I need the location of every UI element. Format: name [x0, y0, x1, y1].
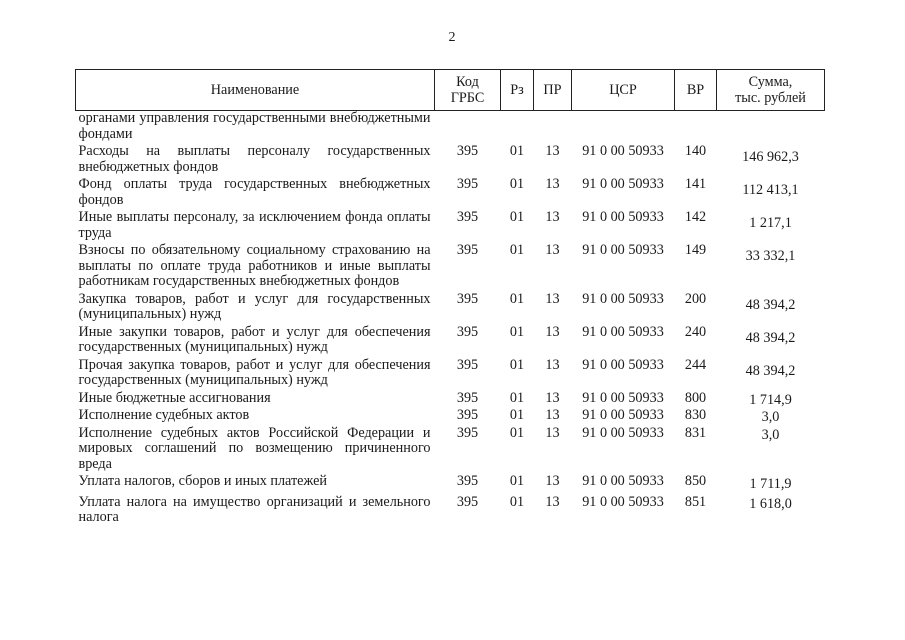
row-name: Исполнение судебных актов Российской Федерации и мировых соглашений по возмещению причиненного вреда [78, 424, 431, 472]
row-rz: 01 [509, 424, 525, 441]
row-sum [717, 111, 825, 145]
budget-table [75, 69, 825, 528]
row-pr: 13 [545, 493, 560, 510]
row-grbs: 395 [456, 290, 479, 307]
row-sum: 1 618,0 [749, 495, 792, 512]
row-csr: 91 0 00 50933 [582, 242, 664, 258]
row-pr: 13 [545, 143, 560, 159]
header-sum [717, 70, 825, 111]
row-vr: 831 [684, 424, 707, 441]
header-sum-line-1: Сумма, [748, 74, 793, 90]
row-csr: 91 0 00 50933 [582, 143, 664, 159]
table-row [76, 391, 825, 409]
row-name: Расходы на выплаты персоналу государственных внебюджетных фондов [78, 143, 431, 175]
row-pr [534, 111, 572, 145]
row-rz [501, 111, 534, 145]
row-csr: 91 0 00 50933 [582, 356, 664, 373]
row-vr: 830 [684, 407, 707, 423]
row-csr: 91 0 00 50933 [582, 290, 664, 307]
row-rz: 01 [509, 323, 525, 340]
row-sum: 112 413,1 [742, 182, 799, 198]
row-csr [572, 111, 675, 145]
row-name: Исполнение судебных актов [78, 407, 250, 423]
row-sum: 1 217,1 [749, 215, 792, 231]
row-rz: 01 [509, 143, 525, 159]
row-csr: 91 0 00 50933 [582, 407, 664, 423]
row-csr: 91 0 00 50933 [582, 493, 664, 510]
row-rz: 01 [509, 389, 525, 406]
row-pr: 13 [545, 473, 560, 489]
row-csr: 91 0 00 50933 [582, 424, 664, 441]
row-sum: 3,0 [761, 426, 780, 443]
row-vr: 851 [684, 493, 707, 510]
row-rz: 01 [509, 209, 525, 225]
table-row [76, 144, 825, 177]
row-grbs: 395 [456, 473, 479, 489]
row-pr: 13 [545, 176, 560, 192]
row-name: Фонд оплаты труда государственных внебюджетных фондов [78, 176, 431, 208]
row-grbs: 395 [456, 176, 479, 192]
row-vr: 200 [684, 290, 707, 307]
row-name: органами управления государственными внебюджетными фондами [78, 110, 431, 142]
row-name: Закупка товаров, работ и услуг для государственных (муниципальных) нужд [78, 290, 431, 322]
header-grbs-line-1: Код [456, 74, 479, 90]
row-grbs: 395 [456, 209, 479, 225]
row-sum: 33 332,1 [745, 248, 796, 264]
table-row [76, 495, 825, 528]
row-grbs: 395 [456, 356, 479, 373]
header-name: Наименование [76, 70, 435, 111]
header-grbs [435, 70, 501, 111]
row-rz: 01 [509, 356, 525, 373]
header-csr: ЦСР [572, 70, 675, 111]
header-grbs-line-2: ГРБС [450, 90, 485, 106]
table-row [76, 111, 825, 145]
table-row [76, 210, 825, 243]
row-pr: 13 [545, 389, 560, 406]
row-rz: 01 [509, 473, 525, 489]
row-vr: 800 [684, 389, 707, 406]
row-name: Уплата налогов, сборов и иных платежей [78, 473, 327, 489]
header-rz: Рз [501, 70, 534, 111]
row-grbs: 395 [456, 493, 479, 510]
header-sum-line-2: тыс. рублей [735, 90, 806, 106]
row-grbs: 395 [456, 323, 479, 340]
table-row [76, 358, 825, 391]
row-vr: 244 [684, 356, 707, 373]
row-csr: 91 0 00 50933 [582, 176, 664, 192]
row-vr [675, 111, 717, 145]
row-csr: 91 0 00 50933 [582, 389, 664, 406]
row-grbs: 395 [456, 424, 479, 441]
row-pr: 13 [545, 209, 560, 225]
table-row [76, 243, 825, 292]
row-grbs: 395 [456, 242, 479, 258]
table-row [76, 292, 825, 325]
row-csr: 91 0 00 50933 [582, 473, 664, 489]
row-pr: 13 [545, 323, 560, 340]
row-rz: 01 [509, 176, 525, 192]
row-vr: 142 [684, 209, 707, 225]
table-row [76, 325, 825, 358]
row-rz: 01 [509, 407, 525, 423]
row-csr: 91 0 00 50933 [582, 209, 664, 225]
row-name: Взносы по обязательному социальному страхованию на выплаты по оплате труда работников и иные выплаты работникам государственных внебюджетных фондов [78, 242, 431, 289]
row-name: Иные закупки товаров, работ и услуг для обеспечения государственных (муниципальных) нужд [78, 323, 431, 355]
table-row [76, 474, 825, 495]
row-name: Прочая закупка товаров, работ и услуг для обеспечения государственных (муниципальных) нужд [78, 356, 431, 388]
row-vr: 140 [684, 143, 707, 159]
row-pr: 13 [545, 424, 560, 441]
row-rz: 01 [509, 290, 525, 307]
row-name: Уплата налога на имущество организаций и земельного налога [78, 493, 431, 525]
row-sum: 146 962,3 [742, 149, 799, 165]
row-sum: 1 711,9 [749, 476, 792, 492]
table-row [76, 408, 825, 426]
row-vr: 850 [684, 473, 707, 489]
row-grbs [435, 111, 501, 145]
row-sum: 1 714,9 [749, 391, 792, 408]
row-grbs: 395 [456, 389, 479, 406]
row-rz: 01 [509, 493, 525, 510]
row-pr: 13 [545, 407, 560, 423]
row-vr: 240 [684, 323, 707, 340]
row-sum: 48 394,2 [745, 296, 796, 313]
row-name: Иные выплаты персоналу, за исключением фонда оплаты труда [78, 209, 431, 241]
row-grbs: 395 [456, 407, 479, 423]
table-header-row [76, 70, 825, 111]
row-pr: 13 [545, 290, 560, 307]
row-sum: 48 394,2 [745, 362, 796, 379]
row-pr: 13 [545, 242, 560, 258]
header-pr: ПР [534, 70, 572, 111]
row-csr: 91 0 00 50933 [582, 323, 664, 340]
row-pr: 13 [545, 356, 560, 373]
table-row [76, 177, 825, 210]
row-grbs: 395 [456, 143, 479, 159]
page-number: 2 [448, 30, 456, 45]
header-vr: ВР [675, 70, 717, 111]
row-sum: 3,0 [761, 409, 780, 425]
row-vr: 141 [684, 176, 707, 192]
row-sum: 48 394,2 [745, 329, 796, 346]
row-rz: 01 [509, 242, 525, 258]
row-vr: 149 [684, 242, 707, 258]
table-row [76, 426, 825, 475]
row-name: Иные бюджетные ассигнования [78, 389, 271, 406]
